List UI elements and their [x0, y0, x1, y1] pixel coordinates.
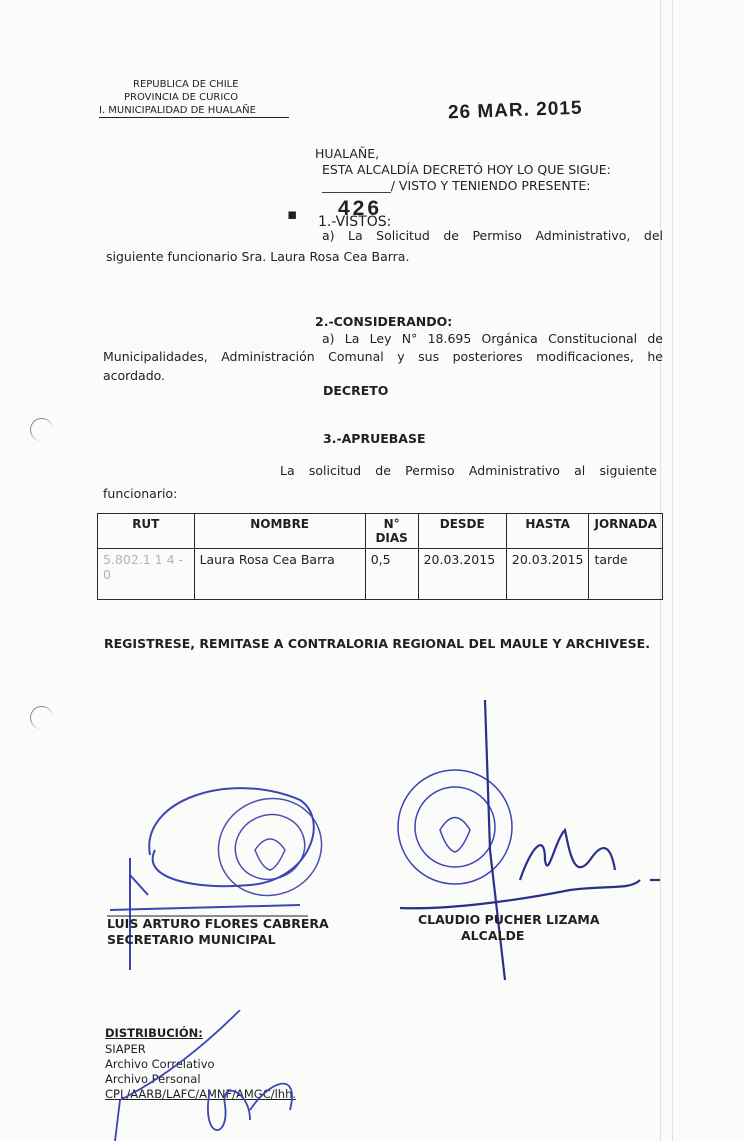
- distribution-item: Archivo Correlativo: [105, 1057, 215, 1071]
- intro-line: ESTA ALCALDÍA DECRETÓ HOY LO QUE SIGUE:: [322, 162, 611, 177]
- header-municipalidad: I. MUNICIPALIDAD DE HUALAÑE: [99, 104, 289, 118]
- header-republica: REPUBLICA DE CHILE: [133, 79, 239, 90]
- initials-signature-icon: [100, 1010, 400, 1141]
- closing-statement: REGISTRESE, REMITASE A CONTRALORIA REGIONAL DEL MAULE Y ARCHIVESE.: [104, 636, 650, 651]
- section1-para-first: a) La Solicitud de Permiso Administrativo, del: [322, 228, 663, 243]
- cell-jornada: tarde: [589, 549, 663, 600]
- permission-table: [97, 513, 663, 600]
- decree-number: 426: [338, 197, 383, 220]
- cell-dias: 0,5: [365, 549, 418, 600]
- section3-heading: 3.-APRUEBASE: [323, 431, 426, 446]
- section3-para-first: La solicitud de Permiso Administrativo al siguiente: [280, 463, 657, 478]
- distribution-item: CPL/AARB/LAFC/AMNF/AMGC/lhh.: [105, 1087, 297, 1101]
- section1-heading: 1.-VISTOS:: [318, 214, 392, 230]
- date-stamp: 26 MAR. 2015: [447, 97, 583, 124]
- distribution-heading: DISTRIBUCIÓN:: [105, 1026, 203, 1040]
- left-municipal-stamp-icon: [205, 784, 336, 910]
- decree-blank-line: ___________/ VISTO Y TENIENDO PRESENTE:: [322, 178, 591, 193]
- table-row: [98, 549, 663, 600]
- left-signatory-title: SECRETARIO MUNICIPAL: [107, 932, 276, 947]
- table-header-row: [98, 514, 663, 549]
- cell-desde: 20.03.2015: [418, 549, 506, 600]
- right-signatory-name: CLAUDIO PUCHER LIZAMA: [418, 912, 600, 927]
- col-header-nombre: NOMBRE: [194, 514, 365, 549]
- header-provincia: PROVINCIA DE CURICO: [124, 92, 239, 103]
- col-header-dias: N° DIAS: [365, 514, 418, 549]
- section1-para-rest: siguiente funcionario Sra. Laura Rosa Cea Barra.: [106, 249, 410, 264]
- right-municipal-stamp-icon: [398, 770, 512, 884]
- punch-hole: [30, 418, 53, 441]
- decree-stamp-mark-icon: ▪: [287, 205, 298, 223]
- left-signatory-name: LUIS ARTURO FLORES CABRERA: [107, 916, 329, 931]
- col-header-rut: RUT: [98, 514, 195, 549]
- cell-nombre: Laura Rosa Cea Barra: [194, 549, 365, 600]
- section2-para-mid: Municipalidades, Administración Comunal y sus posteriores modificaciones, he: [103, 349, 663, 364]
- place-name: HUALAÑE,: [315, 146, 380, 161]
- cell-rut: 5.802.1 1 4 - 0: [98, 549, 195, 600]
- right-signatory-title: ALCALDE: [461, 928, 525, 943]
- cell-hasta: 20.03.2015: [506, 549, 589, 600]
- distribution-item: SIAPER: [105, 1042, 146, 1056]
- right-signature-icon: [400, 700, 660, 980]
- col-header-desde: DESDE: [418, 514, 506, 549]
- section2-heading: 2.-CONSIDERANDO:: [315, 314, 453, 329]
- col-header-jornada: JORNADA: [589, 514, 663, 549]
- section3-para-last: funcionario:: [103, 486, 178, 501]
- section2-para-first: a) La Ley N° 18.695 Orgánica Constitucional de: [322, 331, 663, 346]
- distribution-item: Archivo Personal: [105, 1072, 201, 1086]
- col-header-hasta: HASTA: [506, 514, 589, 549]
- decreto-heading: DECRETO: [323, 383, 389, 398]
- section2-para-last: acordado.: [103, 368, 166, 383]
